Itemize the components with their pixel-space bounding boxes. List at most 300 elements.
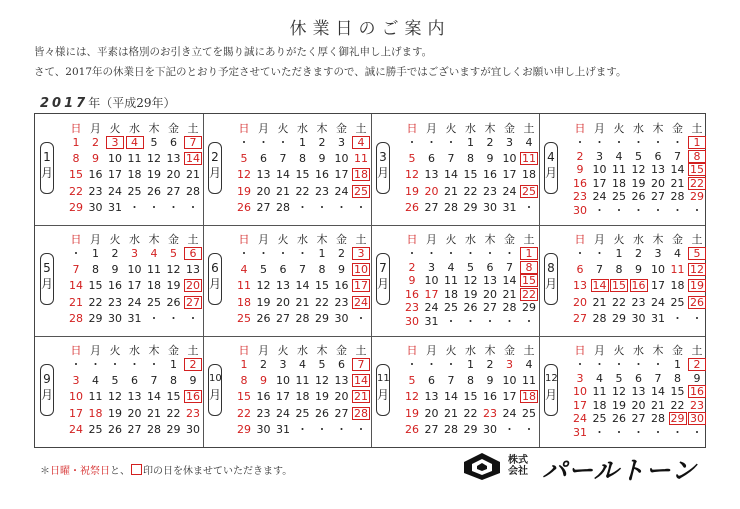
calendar-day: 8 (467, 374, 474, 388)
calendar-day: 3 (506, 136, 513, 149)
weekday-header: 土 (355, 122, 367, 135)
calendar-day: 29 (88, 311, 103, 325)
weekday-header: 水 (129, 122, 140, 135)
calendar-day: 7 (184, 136, 202, 149)
calendar-day: ・ (406, 247, 418, 260)
calendar-day: 23 (88, 184, 103, 198)
calendar-day: 19 (690, 279, 704, 293)
calendar-day: 18 (88, 406, 103, 420)
calendar-day: 17 (334, 168, 349, 182)
calendar-day: 6 (260, 152, 267, 166)
calendar-day: 12 (166, 263, 181, 277)
weekday-header: 金 (504, 233, 515, 246)
calendar-day: 26 (405, 200, 419, 214)
calendar-day: 12 (108, 390, 122, 404)
calendar-day: 30 (483, 422, 497, 436)
calendar-day: 11 (295, 374, 310, 388)
calendar-day: 7 (352, 358, 370, 371)
calendar-day: 4 (674, 247, 681, 260)
calendar-day: 13 (483, 274, 497, 288)
calendar-day: ・ (355, 311, 367, 325)
weekday-header: 月 (594, 233, 605, 246)
calendar-day: 29 (670, 412, 685, 426)
calendar-day: 22 (463, 184, 478, 198)
calendar-day: 22 (315, 295, 329, 309)
weekday-header: 日 (406, 233, 418, 246)
month-label: 8 月 (544, 253, 558, 305)
calendar-day: ・ (355, 422, 367, 436)
calendar-day: 28 (502, 301, 517, 315)
calendar-day: 2 (576, 149, 584, 163)
calendar-day: ・ (594, 136, 605, 149)
calendar-day: ・ (238, 247, 250, 260)
calendar-day: 21 (354, 390, 368, 404)
calendar-day: 6 (486, 260, 494, 274)
calendar-day: 3 (506, 358, 513, 371)
calendar-day: 19 (256, 295, 271, 309)
weekday-header: 水 (465, 233, 476, 246)
calendar-day: 18 (127, 168, 142, 182)
weekday-header: 金 (336, 122, 347, 135)
calendar-day: 23 (405, 301, 419, 315)
calendar-day: 16 (108, 279, 122, 293)
calendar-day: 3 (428, 260, 435, 274)
calendar-day: 5 (240, 152, 248, 166)
calendar-day: ・ (277, 247, 289, 260)
calendar-day: 1 (72, 136, 80, 149)
calendar-day: 14 (69, 279, 83, 293)
calendar-day: 11 (612, 163, 626, 177)
month-label: 3 月 (376, 142, 390, 194)
weekday-header: 土 (187, 344, 199, 357)
weekday-header: 木 (316, 122, 328, 135)
calendar-day: 6 (576, 263, 584, 277)
calendar-day: 13 (276, 279, 290, 293)
calendar-day: 14 (295, 279, 310, 293)
month-label: 11 月 (376, 364, 390, 416)
calendar-day: 27 (573, 311, 587, 325)
calendar-day: 28 (651, 412, 665, 426)
weekday-header: 日 (70, 344, 82, 357)
calendar-day: 7 (279, 152, 287, 166)
calendar-day: ・ (465, 315, 476, 328)
calendar-day: 13 (651, 163, 665, 177)
month-block (539, 336, 707, 447)
calendar-day: 6 (428, 152, 435, 166)
calendar-day: 14 (444, 390, 458, 404)
calendar-day: 21 (502, 287, 517, 301)
calendar-day: 23 (186, 406, 200, 420)
calendar-day: ・ (633, 136, 644, 149)
weekday-header: 日 (238, 344, 250, 357)
calendar-day: 4 (92, 374, 99, 388)
calendar-day: ・ (70, 247, 82, 260)
calendar-day: 9 (408, 274, 416, 288)
calendar-day: 15 (166, 390, 181, 404)
calendar-day: 3 (338, 136, 345, 149)
weekday-header: 火 (277, 122, 289, 135)
month-label: 4 月 (544, 142, 558, 194)
weekday-header: 金 (672, 122, 683, 135)
calendar-day: 13 (424, 390, 439, 404)
calendar-day: ・ (355, 200, 367, 214)
calendar-day: 19 (166, 279, 181, 293)
calendar-day: 10 (424, 274, 439, 288)
calendar-day: 5 (615, 371, 623, 385)
calendar-day: 14 (276, 168, 290, 182)
calendar-day: 25 (522, 406, 536, 420)
calendar-day: 9 (486, 152, 494, 166)
calendar-day: 22 (166, 406, 181, 420)
calendar-day: 19 (237, 184, 251, 198)
calendar-day: 4 (240, 263, 248, 277)
calendar-day: 1 (170, 358, 177, 371)
calendar-day: 19 (147, 168, 161, 182)
calendar-day: 16 (483, 168, 497, 182)
calendar-day: 18 (592, 398, 607, 412)
calendar-day: 22 (295, 184, 310, 198)
calendar-day: 19 (315, 390, 329, 404)
calendar-day: 14 (186, 152, 200, 166)
weekday-header: 金 (336, 233, 347, 246)
calendar-day: ・ (465, 247, 476, 260)
calendar-day: 2 (688, 358, 706, 371)
weekday-header: 水 (129, 233, 140, 246)
calendar-day: 22 (463, 406, 478, 420)
calendar-day: 23 (334, 295, 349, 309)
weekday-header: 日 (70, 122, 82, 135)
calendar-day: 5 (408, 152, 416, 166)
calendar-day: 4 (150, 247, 158, 260)
month-block (203, 225, 371, 336)
weekday-header: 金 (168, 122, 179, 135)
calendar-day: 23 (483, 406, 497, 420)
calendar-day: 31 (127, 311, 142, 325)
weekday-header: 木 (484, 122, 496, 135)
weekday-header: 木 (652, 233, 664, 246)
calendar-day: 24 (108, 184, 122, 198)
calendar-day: 7 (447, 152, 455, 166)
month-label: 10 月 (208, 364, 222, 416)
calendar-day: 3 (279, 358, 287, 371)
calendar-day: ・ (672, 204, 683, 217)
calendar-day: 7 (674, 149, 681, 163)
weekday-header: 土 (187, 233, 199, 246)
calendar-day: ・ (109, 358, 121, 371)
calendar-day: 24 (424, 301, 439, 315)
calendar-day: 1 (674, 358, 681, 371)
calendar-day: 13 (334, 374, 349, 388)
calendar-day: 26 (405, 422, 419, 436)
footnote (40, 462, 292, 477)
calendar-day: ・ (504, 422, 515, 436)
calendar-day: 4 (525, 358, 533, 371)
calendar-day: 17 (592, 176, 607, 190)
calendar-day: 16 (631, 279, 646, 293)
calendar-day: 29 (690, 190, 704, 204)
calendar-day: ・ (652, 136, 664, 149)
calendar-day: 20 (651, 176, 665, 190)
calendar-day: 30 (690, 412, 704, 426)
calendar-day: 9 (486, 374, 494, 388)
calendar-day: 8 (520, 261, 538, 274)
calendar-day: 11 (592, 385, 607, 399)
calendar-day: 7 (654, 371, 662, 385)
calendar-day: 16 (88, 168, 103, 182)
calendar-day: 5 (318, 358, 326, 371)
calendar-day: 18 (295, 390, 310, 404)
weekday-header: 日 (238, 122, 250, 135)
calendar-day: 12 (147, 152, 161, 166)
calendar-day: 25 (670, 295, 685, 309)
calendar-day: 25 (444, 301, 458, 315)
page-title: 休業日のご案内 (289, 19, 451, 39)
calendar-day: 18 (354, 168, 368, 182)
calendar-day: 31 (108, 200, 122, 214)
weekday-header: 火 (277, 344, 289, 357)
calendar-day: 19 (463, 287, 478, 301)
calendar-day: 7 (150, 374, 158, 388)
calendar-day: 16 (186, 390, 200, 404)
calendar-day: ・ (445, 136, 457, 149)
calendar-day: ・ (594, 247, 605, 260)
weekday-header: 日 (574, 344, 586, 357)
calendar-day: 19 (405, 406, 419, 420)
company-emblem-icon (460, 451, 504, 481)
month-block (203, 336, 371, 447)
calendar-day: ・ (336, 422, 347, 436)
weekday-header: 火 (277, 233, 289, 246)
calendar-day: 10 (276, 374, 290, 388)
calendar-day: 15 (295, 168, 310, 182)
calendar-day: 29 (463, 200, 478, 214)
calendar-day: 12 (315, 374, 329, 388)
calendar-day: 4 (525, 136, 533, 149)
calendar-day: ・ (258, 136, 269, 149)
calendar-day: 6 (131, 374, 138, 388)
month-label: 2 月 (208, 142, 222, 194)
calendar-day: 2 (486, 136, 494, 149)
calendar-day: ・ (445, 247, 457, 260)
weekday-header: 水 (465, 344, 476, 357)
calendar-day: 1 (92, 247, 99, 260)
calendar-day: 14 (444, 168, 458, 182)
calendar-day: 21 (295, 295, 310, 309)
calendar-day: 25 (354, 184, 368, 198)
calendar-day: 22 (522, 287, 536, 301)
calendar-day: 31 (502, 200, 517, 214)
calendar-day: 23 (573, 190, 587, 204)
calendar-day: 25 (592, 412, 607, 426)
calendar-day: 1 (240, 358, 248, 371)
calendar-day: 29 (522, 301, 536, 315)
footnote-mark: ＊ (40, 466, 50, 477)
weekday-header: 土 (187, 122, 199, 135)
calendar-day: 20 (424, 184, 439, 198)
calendar-day: 4 (615, 149, 623, 163)
calendar-day: 16 (256, 390, 271, 404)
calendar-day: ・ (426, 136, 437, 149)
calendar-day: 15 (690, 163, 704, 177)
calendar-day: 21 (444, 184, 458, 198)
calendar-day: 1 (318, 247, 326, 260)
calendar-day: 2 (486, 358, 494, 371)
calendar-day: 9 (338, 263, 345, 277)
calendar-day: 22 (88, 295, 103, 309)
calendar-day: 6 (170, 136, 177, 149)
calendar-day: ・ (691, 204, 703, 217)
calendar-day: ・ (504, 247, 515, 260)
calendar-day: 4 (596, 371, 603, 385)
calendar-day: ・ (168, 200, 179, 214)
calendar-day: 28 (276, 200, 290, 214)
weekday-header: 木 (484, 344, 496, 357)
calendar-day: 14 (670, 163, 685, 177)
calendar-day: 16 (405, 287, 419, 301)
calendar-day: 26 (256, 311, 271, 325)
calendar-day: 26 (237, 200, 251, 214)
month-block (35, 225, 203, 336)
calendar-day: ・ (672, 136, 683, 149)
calendar-day: 29 (463, 422, 478, 436)
calendar-day: 27 (424, 200, 439, 214)
calendar-day: ・ (406, 358, 418, 371)
calendar-day: 12 (405, 168, 419, 182)
calendar-day: 21 (444, 406, 458, 420)
calendar-day: 6 (279, 263, 287, 277)
weekday-header: 月 (90, 233, 101, 246)
calendar-day: 18 (670, 279, 685, 293)
month-block (539, 225, 707, 336)
calendar-day: 24 (334, 184, 349, 198)
weekday-header: 土 (355, 344, 367, 357)
calendar-day: 20 (186, 279, 200, 293)
calendar-day: 26 (147, 184, 161, 198)
weekday-header: 火 (109, 344, 121, 357)
calendar-day: 19 (612, 398, 626, 412)
weekday-header: 日 (406, 122, 418, 135)
calendar-day: 5 (170, 247, 177, 260)
calendar-day: 17 (354, 279, 368, 293)
calendar-day: 8 (92, 263, 99, 277)
weekday-header: 土 (523, 122, 535, 135)
calendar-day: 31 (573, 426, 587, 439)
intro-line-2: さて、2017年の休業日を下記のとおり予定させていただきますので、誠に勝手ではございますが宜しくお願い申し上げます。 (34, 66, 627, 78)
weekday-header: 水 (297, 344, 308, 357)
calendar-day: 25 (147, 295, 161, 309)
weekday-header: 火 (109, 122, 121, 135)
calendar-day: 21 (69, 295, 83, 309)
calendar-day: 13 (186, 263, 200, 277)
calendar-day: 8 (170, 374, 177, 388)
calendar-day: 3 (576, 371, 584, 385)
month-block (35, 336, 203, 447)
calendar-day: 1 (299, 136, 306, 149)
calendar-day: 10 (127, 263, 142, 277)
calendar-day: 2 (260, 358, 267, 371)
weekday-header: 日 (238, 233, 250, 246)
calendar-day: ・ (316, 422, 328, 436)
calendar-day: 15 (69, 168, 83, 182)
calendar-day: 11 (670, 263, 685, 277)
month-block (371, 225, 539, 336)
weekday-header: 月 (90, 344, 101, 357)
month-block (371, 336, 539, 447)
weekday-header: 月 (426, 122, 437, 135)
weekday-header: 火 (613, 122, 625, 135)
calendar-day: 27 (127, 422, 142, 436)
calendar-day: 16 (690, 385, 704, 399)
company-type: 株式会社 (508, 455, 528, 477)
calendar-day: ・ (523, 200, 535, 214)
calendar-day: 13 (424, 168, 439, 182)
calendar-day: ・ (652, 204, 664, 217)
calendar-day: 11 (522, 152, 536, 166)
calendar-day: ・ (148, 311, 160, 325)
calendar-day: 9 (111, 263, 119, 277)
calendar-day: 21 (651, 398, 665, 412)
calendar-day: 7 (447, 374, 455, 388)
calendar-day: ・ (297, 247, 308, 260)
calendar-day: 17 (424, 287, 439, 301)
calendar-day: 16 (573, 176, 587, 190)
weekday-header: 月 (258, 344, 269, 357)
calendar-grid (34, 113, 706, 448)
weekday-header: 金 (672, 233, 683, 246)
calendar-day: 20 (631, 398, 646, 412)
calendar-day: ・ (168, 311, 179, 325)
calendar-day: 2 (408, 260, 416, 274)
calendar-day: 1 (467, 358, 474, 371)
calendar-day: 15 (463, 390, 478, 404)
calendar-day: 8 (467, 152, 474, 166)
calendar-day: 30 (483, 200, 497, 214)
calendar-day: 5 (467, 260, 474, 274)
calendar-day: 5 (150, 136, 158, 149)
footnote-text: 印の日を休ませていただきます。 (143, 466, 293, 477)
calendar-day: ・ (633, 204, 644, 217)
weekday-header: 日 (70, 233, 82, 246)
calendar-day: 26 (631, 190, 646, 204)
calendar-day: 17 (69, 406, 83, 420)
weekday-header: 月 (90, 122, 101, 135)
calendar-day: 6 (338, 358, 345, 371)
calendar-day: 24 (127, 295, 142, 309)
calendar-day: 26 (463, 301, 478, 315)
calendar-day: 11 (444, 274, 458, 288)
calendar-day: 10 (354, 263, 368, 277)
calendar-day: 8 (240, 374, 248, 388)
calendar-day: 11 (127, 152, 142, 166)
calendar-day: ・ (187, 200, 199, 214)
calendar-day: ・ (574, 358, 586, 371)
calendar-day: 3 (352, 247, 370, 260)
calendar-day: 8 (674, 371, 681, 385)
weekday-header: 木 (652, 122, 664, 135)
calendar-day: 7 (506, 260, 513, 274)
calendar-day: 12 (690, 263, 704, 277)
calendar-day: 28 (295, 311, 310, 325)
weekday-header: 月 (426, 233, 437, 246)
calendar-day: 28 (69, 311, 83, 325)
calendar-day: 10 (651, 263, 665, 277)
calendar-day: 15 (612, 279, 626, 293)
calendar-day: 9 (576, 163, 584, 177)
calendar-day: ・ (484, 247, 496, 260)
weekday-header: 日 (574, 233, 586, 246)
calendar-day: 7 (72, 263, 80, 277)
calendar-day: 13 (127, 390, 142, 404)
